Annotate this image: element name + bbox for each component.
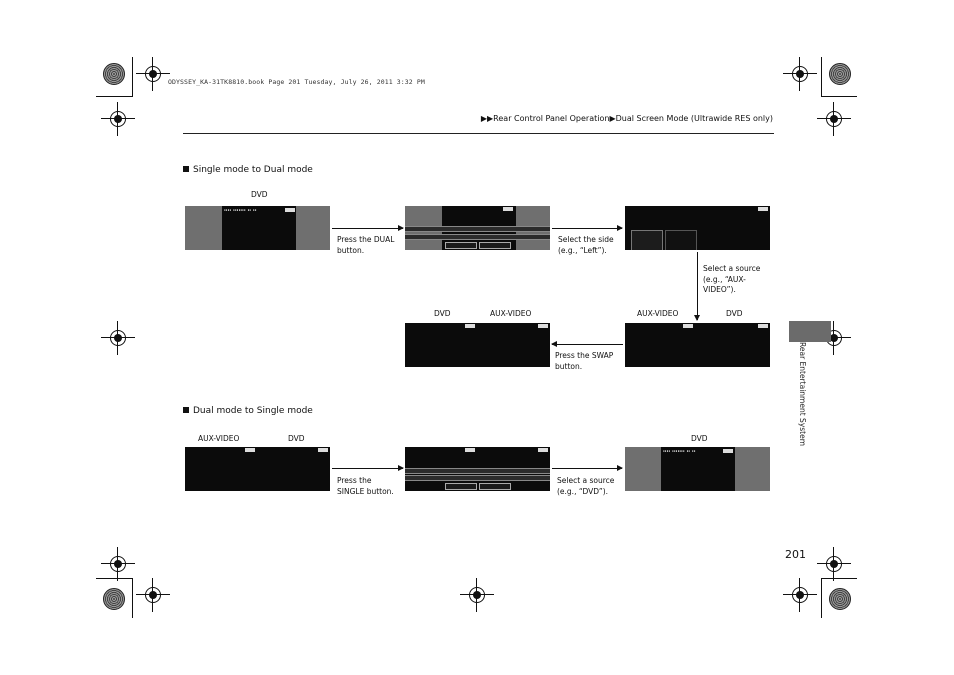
source-list-panel [631,230,663,250]
dialog-message-bar [405,475,550,481]
registration-mark-icon [466,584,488,606]
flow-arrow [332,228,403,229]
osd-text: ▮▮▮▮ ▮▮▮▮▮▮▮ ▮▮ ▮▮ [663,449,696,453]
screen-label-dvd: DVD [726,309,743,318]
registration-mark-icon [142,584,164,606]
step-line: (e.g., “DVD”). [557,486,609,496]
dvd-option-button [479,483,511,490]
step-line: (e.g., “Left”). [558,245,607,255]
step-line: Press the DUAL [337,235,395,244]
step-press-single [337,476,394,497]
crop-mark [821,96,857,97]
step-line: Press the [337,476,372,485]
registration-mark-icon [823,553,845,575]
flow-arrow [552,228,622,229]
registration-mark-icon [142,63,164,85]
screen-dual-dvd-aux [405,323,550,367]
registration-mark-icon [107,327,129,349]
aux-video-image [625,323,697,367]
screen-dual-aux-dvd-start [185,447,330,491]
screen-label-aux-video: AUX-VIDEO [637,309,679,318]
breadcrumb [481,114,773,123]
source-badge [503,207,513,211]
step-line: button. [337,245,365,255]
square-bullet-icon [183,166,189,172]
registration-disc-icon [829,588,851,610]
source-badge [723,449,733,453]
breadcrumb-arrows: ▶▶ [480,114,494,123]
square-bullet-icon [183,407,189,413]
source-badge [465,324,475,328]
step-press-dual [337,235,394,256]
aux-video-option-button [445,483,477,490]
dvd-video-image [661,447,735,491]
right-option-button [479,242,511,249]
screen-dual-select-source [625,206,770,250]
screen-label-dvd: DVD [288,434,305,443]
dialog-title-bar [405,226,550,232]
breadcrumb-section: Rear Control Panel Operation [493,114,610,123]
step-line: Select the side [558,235,614,244]
dvd-video-image [258,447,330,491]
source-badge [758,207,768,211]
page-number: 201 [785,548,806,561]
step-press-swap [555,351,613,372]
step-line: SINGLE button. [337,486,394,496]
section-heading-dual-to-single [183,406,313,416]
dialog-title-bar [405,468,550,474]
source-badge [245,448,255,452]
print-slug: ODYSSEY_KA-31TK8810.book Page 201 Tuesday, July 26, 2011 3:32 PM [168,78,425,86]
registration-mark-icon [107,553,129,575]
registration-disc-icon [103,63,125,85]
chapter-tab [789,321,831,342]
step-select-source [703,264,760,296]
osd-text: ▮▮▮▮ ▮▮▮▮▮▮▮ ▮▮ ▮▮ [224,208,257,212]
source-badge [758,324,768,328]
crop-mark [821,578,822,618]
step-line: Select a source [703,264,761,273]
source-badge [538,448,548,452]
step-line: Select a source [557,476,615,485]
source-badge [538,324,548,328]
dvd-video-image [222,206,296,250]
chapter-tab-label: Rear Entertainment System [798,342,807,447]
step-line: VIDEO”). [703,285,736,294]
dvd-video-image [697,206,770,250]
crop-mark [96,578,132,579]
aux-video-image [185,447,258,491]
header-rule [183,133,774,134]
screen-label-aux-video: AUX-VIDEO [490,309,532,318]
registration-mark-icon [107,108,129,130]
source-badge [285,208,295,212]
section-heading-text: Single mode to Dual mode [193,165,313,175]
section-heading-single-to-dual [183,165,313,175]
step-line: button. [555,361,583,371]
dvd-video-image [697,323,770,367]
source-badge [318,448,328,452]
aux-video-image [478,323,550,367]
section-heading-text: Dual mode to Single mode [193,406,313,416]
registration-disc-icon [103,588,125,610]
screen-dual-select-side [405,206,550,250]
source-badge [465,448,475,452]
breadcrumb-topic: Dual Screen Mode (Ultrawide RES only) [615,114,773,123]
screen-label-dvd: DVD [251,190,268,199]
flow-arrow-down [697,252,698,320]
step-line: Press the SWAP [555,351,614,360]
crop-mark [821,578,857,579]
screen-label-aux-video: AUX-VIDEO [198,434,240,443]
screen-dual-aux-dvd [625,323,770,367]
registration-mark-icon [789,584,811,606]
registration-mark-icon [789,63,811,85]
screen-single-dvd-end [625,447,770,491]
dialog-message-bar [405,234,550,240]
screen-single-dvd [185,206,330,250]
flow-arrow-left [552,344,623,345]
flow-arrow [552,468,622,469]
crop-mark [132,578,133,618]
dvd-video-image [405,323,478,367]
screen-label-dvd: DVD [434,309,451,318]
source-list-panel [665,230,697,250]
breadcrumb-separator: ▶ [609,114,616,123]
screen-single-select-source [405,447,550,491]
crop-mark [132,57,133,97]
screen-label-dvd: DVD [691,434,708,443]
step-line: (e.g., “AUX- [703,274,746,284]
flow-arrow [332,468,403,469]
registration-mark-icon [823,108,845,130]
crop-mark [96,96,132,97]
crop-mark [821,57,822,97]
left-option-button [445,242,477,249]
step-select-dvd [557,476,614,497]
source-badge [683,324,693,328]
step-select-side [558,235,614,256]
registration-disc-icon [829,63,851,85]
